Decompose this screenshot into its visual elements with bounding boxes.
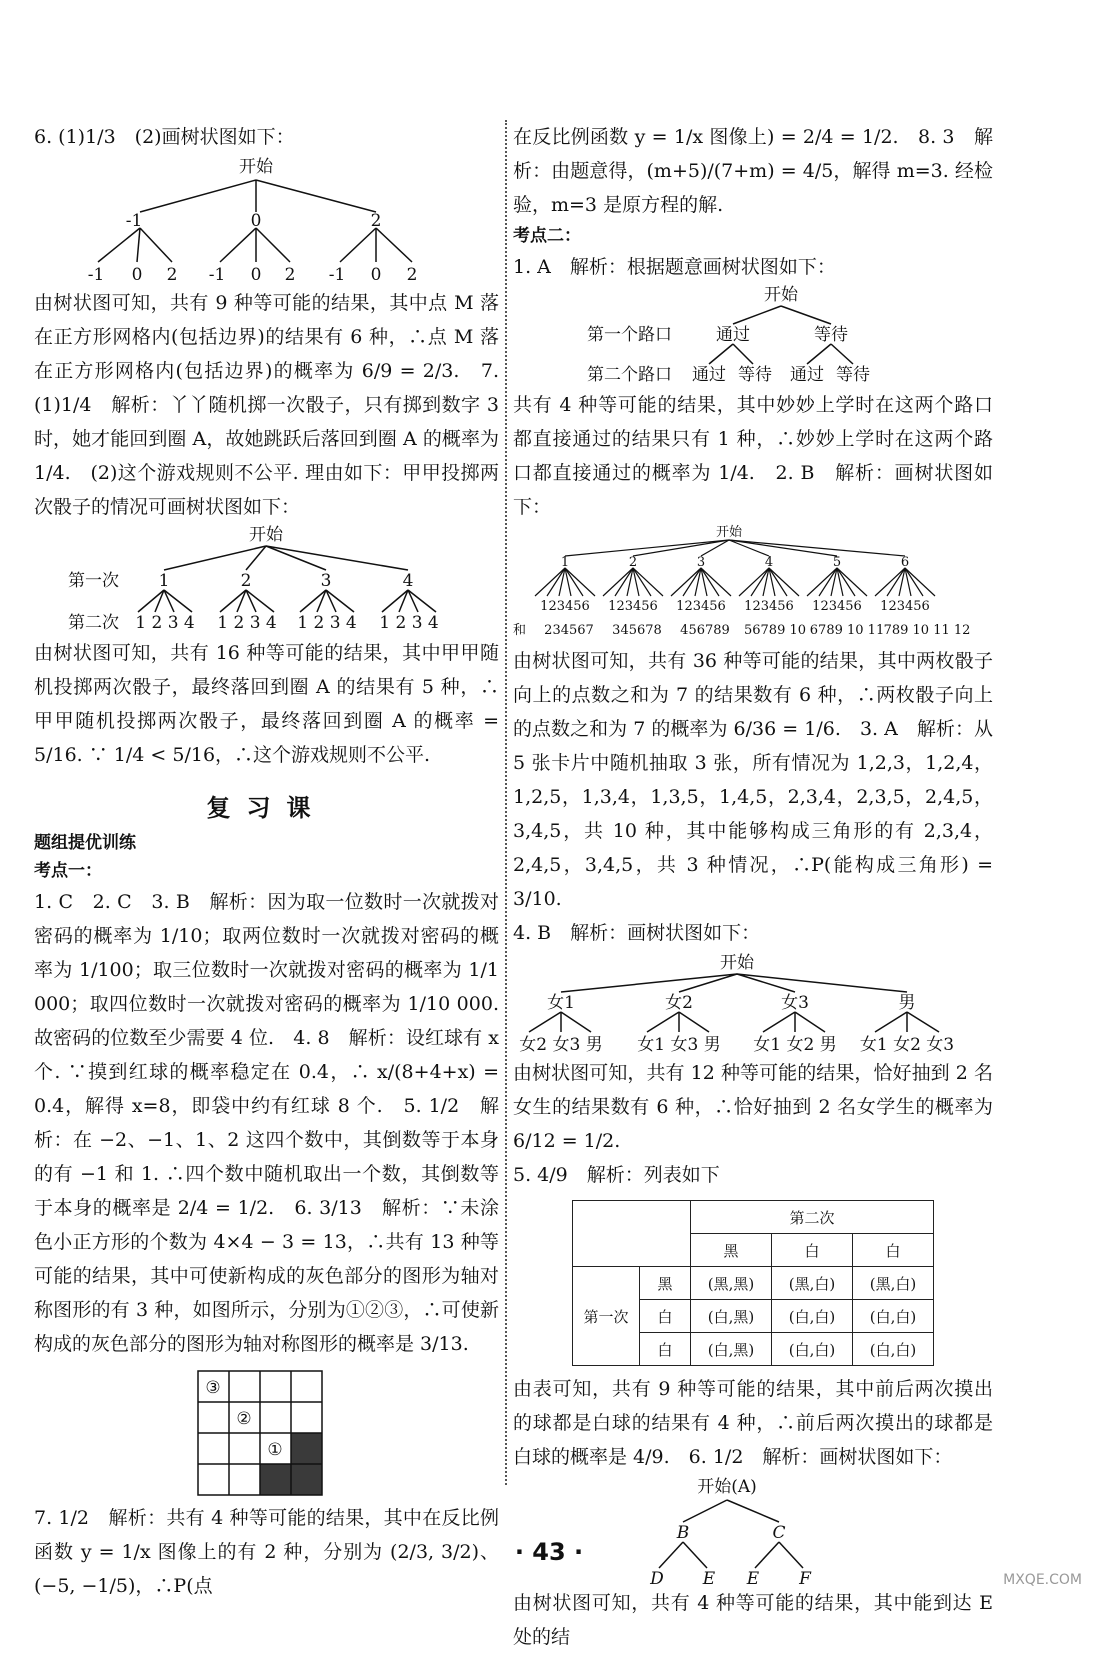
tree4-node: 5 (832, 555, 842, 570)
q6-heading: 6. (1)1/3 (2)画树状图如下： (34, 126, 295, 148)
tree5-node: 男 (898, 993, 916, 1013)
tree5-leaves: 女1 女2 女3 (859, 1035, 955, 1055)
left-paragraph-3: 1. C 2. C 3. B 解析：因为取一位数时一次就拨对密码的概率为 1/10；取两位数时一次就拨对密码的概率为 1/100；取三位数时一次就拨对密码的概率为 1/1 000；取四位数时一次就拨对密码的概率为 1/10 000. 故密码的位数至少需要 4 位. 4. 8 解析：设红球有 x 个. ∵摸到红球的概率稳定在 0.4，∴ x/(8+4+x) = 0.4，解得 x=8，即袋中约有红球 8 个. 5. 1/2 解析：在 −2、−1、1、2 这四个数中，其倒数等于本身的有 −1 和 1. ∴四个数中随机取出一个数，其倒数等于本身的概率是 2/4 = 1/2. 6. 3/13 解析：∵未涂色小正方形的个数为 4×4 − 3 = 13，∴共有 13 种等可能的结果，其中可使新构成的灰色部分的图形为轴对称图形的有 3 种，如图所示，分别为①②③，∴可使新构成的灰色部分的图形为轴对称图形的概率是 3/13. (34, 891, 499, 1355)
table-row-label: 黑 (640, 1267, 691, 1300)
tree4-sums: 345678 (612, 623, 662, 638)
tree4-node: 1 (560, 555, 570, 570)
left-paragraph-1: 由树状图可知，共有 9 种等可能的结果，其中点 M 落在正方形网格内(包括边界)的结果有 6 种，∴点 M 落在正方形网格内(包括边界)的概率为 6/9 = 2/3. 7. (1)1/4 解析：丫丫随机掷一次骰子，只有掷到数字 3 时，她才能回到圈 A，故她跳跃后落回到圈 A 的概率为 1/4. (2)这个游戏规则不公平. 理由如下：甲甲投掷两次骰子的情况可画树状图如下： (34, 292, 499, 518)
tree3-node: 通过 (716, 325, 750, 345)
tree2-node: 1 (158, 571, 170, 591)
tree1-leaf: -1 (208, 265, 226, 285)
left-paragraph-4: 7. 1/2 解析：共有 4 种等可能的结果，其中在反比例函数 y = 1/x 图像上的有 2 种，分别为 (2/3, 3/2)、(−5, −1/5)，∴P(点 (34, 1507, 499, 1597)
right-paragraph-8: 由表可知，共有 9 种等可能的结果，其中前后两次摸出的球都是白球的结果有 4 种，∴前后两次摸出的球都是白球的概率是 4/9. 6. 1/2 解析：画树状图如下： (513, 1378, 993, 1468)
tree5-root: 开始 (720, 953, 754, 973)
tree2-leaves: 1 2 3 4 (297, 613, 357, 633)
table-second-header: 第二次 (691, 1201, 934, 1234)
right-paragraph-3: 共有 4 种等可能的结果，其中妙妙上学时在这两个路口都直接通过的结果只有 1 种，∴妙妙上学时在这两个路口都直接通过的概率为 1/4. 2. B 解析：画树状图如下： (513, 394, 993, 518)
tree3-leaf: 通过 (790, 365, 824, 385)
table-corner (573, 1201, 691, 1267)
right-paragraph-5: 4. B 解析：画树状图如下： (513, 922, 761, 944)
tree4-leaves: 123456 (540, 599, 590, 614)
page-number: · 43 · (514, 1538, 584, 1566)
tree-diagram-4 (513, 524, 993, 644)
tree4-sum-label: 和 (513, 623, 527, 638)
tree4-node: 6 (900, 555, 910, 570)
grid-mark-2: ② (236, 1409, 252, 1429)
table-cell: (白,黑) (691, 1333, 772, 1366)
right-paragraph-2: 1. A 解析：根据题意画树状图如下： (513, 256, 836, 278)
tree5-node: 女3 (781, 993, 809, 1013)
table-row (573, 1267, 934, 1300)
tree5-node: 女2 (665, 993, 693, 1013)
probability-table (572, 1200, 934, 1366)
tree4-leaves: 123456 (744, 599, 794, 614)
tree3-leaf: 等待 (836, 365, 870, 385)
tree3-leaf: 等待 (738, 365, 772, 385)
tree4-node: 4 (764, 555, 774, 570)
table-first-label: 第一次 (573, 1267, 640, 1366)
tree6-leaf: E (702, 1569, 716, 1586)
tree2-leaves: 1 2 3 4 (379, 613, 439, 633)
tree2-root: 开始 (249, 525, 283, 545)
tree4-node: 3 (696, 555, 706, 570)
tree1-leaf: -1 (328, 265, 346, 285)
table-cell: (白,白) (772, 1333, 853, 1366)
left-column (34, 120, 499, 1603)
tree1-leaf: 2 (406, 265, 418, 285)
tree4-sums: 56789 10 (743, 623, 807, 638)
tree2-row2-label: 第二次 (68, 613, 119, 633)
tree1-node: 2 (370, 211, 382, 231)
right-column (513, 120, 993, 1654)
table-cell: (白,白) (853, 1300, 934, 1333)
table-cell: (黑,白) (853, 1267, 934, 1300)
tree2-leaves: 1 2 3 4 (135, 613, 195, 633)
tree3-row1-label: 第一个路口 (587, 325, 672, 345)
tree6-leaf: F (799, 1569, 811, 1586)
tree4-leaves: 123456 (812, 599, 862, 614)
tree2-node: 2 (240, 571, 252, 591)
tree2-leaves: 1 2 3 4 (217, 613, 277, 633)
column-divider (505, 120, 507, 1485)
tree1-leaf: 0 (131, 265, 143, 285)
table-cell: (白,白) (853, 1333, 934, 1366)
tree1-node: -1 (125, 211, 143, 231)
point-2-label: 考点二： (513, 226, 581, 246)
right-paragraph-4: 由树状图可知，共有 36 种等可能的结果，其中两枚骰子向上的点数之和为 7 的结果数有 6 种，∴两枚骰子向上的点数之和为 7 的概率为 6/36 = 1/6. 3. A 解析：从 5 张卡片中随机抽取 3 张，所有情况为 1,2,3，1,2,4，1,2,5，1,3,4，1,3,5，1,4,5，2,3,4，2,3,5，2,4,5，3,4,5，共 10 种，其中能够构成三角形的有 2,3,4，2,4,5，3,4,5，共 3 种情况，∴P(能构成三角形) = 3/10. (513, 650, 993, 910)
table-header: 白 (853, 1234, 934, 1267)
tree2-row1-label: 第一次 (68, 571, 119, 591)
tree5-leaves: 女2 女3 男 (519, 1035, 603, 1055)
table-cell: (黑,黑) (691, 1267, 772, 1300)
tree4-leaves: 123456 (880, 599, 930, 614)
tree4-root: 开始 (715, 525, 743, 540)
tree6-leaf: D (650, 1569, 664, 1586)
left-paragraph-2: 由树状图可知，共有 16 种等可能的结果，其中甲甲随机投掷两次骰子，最终落回到圈 A 的结果有 5 种，∴甲甲随机投掷两次骰子，最终落回到圈 A 的概率 = 5/16. ∵ 1/4 < 5/16，∴这个游戏规则不公平. (34, 642, 499, 766)
tree6-node: C (772, 1523, 786, 1543)
tree5-leaves: 女1 女3 男 (637, 1035, 721, 1055)
tree3-root: 开始 (764, 285, 798, 305)
tree1-leaf: -1 (87, 265, 105, 285)
tree1-leaf: 2 (166, 265, 178, 285)
tree3-row2-label: 第二个路口 (587, 365, 672, 385)
point-1-label: 考点一： (34, 861, 102, 881)
square-grid-figure (34, 1361, 499, 1501)
tree-diagram-2 (34, 524, 499, 636)
tree3-node: 等待 (814, 325, 848, 345)
table-row-label: 白 (640, 1333, 691, 1366)
tree4-node: 2 (628, 555, 638, 570)
tree3-leaf: 通过 (692, 365, 726, 385)
tree-diagram-3 (513, 284, 993, 388)
watermark-logo: MXQE.COM (1003, 1572, 1082, 1588)
tree4-leaves: 123456 (608, 599, 658, 614)
tree4-sums: 234567 (544, 623, 594, 638)
right-paragraph-7: 5. 4/9 解析：列表如下 (513, 1164, 720, 1186)
right-paragraph-9: 由树状图可知，共有 4 种等可能的结果，其中能到达 E 处的结 (513, 1592, 993, 1648)
table-row-label: 白 (640, 1300, 691, 1333)
tree6-root: 开始(A) (697, 1477, 757, 1497)
training-title: 题组提优训练 (34, 833, 136, 853)
shaded-region (260, 1464, 291, 1495)
table-cell: (黑,白) (772, 1267, 853, 1300)
table-header: 白 (772, 1234, 853, 1267)
tree6-node: B (676, 1523, 690, 1543)
tree1-node: 0 (250, 211, 262, 231)
tree1-leaf: 2 (284, 265, 296, 285)
tree-diagram-6 (513, 1474, 993, 1586)
tree2-node: 3 (320, 571, 332, 591)
tree4-sums: 6789 10 11 (809, 623, 885, 638)
tree-diagram-1 (34, 154, 499, 286)
grid-mark-3: ③ (205, 1378, 221, 1398)
tree2-node: 4 (402, 571, 414, 591)
tree-diagram-5 (513, 950, 993, 1056)
tree4-sums: 789 10 11 12 (883, 623, 971, 638)
tree5-leaves: 女1 女2 男 (753, 1035, 837, 1055)
right-paragraph-1: 在反比例函数 y = 1/x 图像上) = 2/4 = 1/2. 8. 3 解析：由题意得，(m+5)/(7+m) = 4/5，解得 m=3. 经检验，m=3 是原方程的解. (513, 126, 993, 216)
tree1-leaf: 0 (370, 265, 382, 285)
tree1-root: 开始 (239, 157, 273, 177)
grid-mark-1: ① (267, 1440, 283, 1460)
tree4-sums: 456789 (680, 623, 730, 638)
tree4-leaves: 123456 (676, 599, 726, 614)
table-cell: (白,白) (772, 1300, 853, 1333)
table-header: 黑 (691, 1234, 772, 1267)
table-cell: (白,黑) (691, 1300, 772, 1333)
tree1-leaf: 0 (250, 265, 262, 285)
tree6-leaf: E (746, 1569, 760, 1586)
tree5-node: 女1 (547, 993, 575, 1013)
right-paragraph-6: 由树状图可知，共有 12 种等可能的结果，恰好抽到 2 名女生的结果数有 6 种，∴恰好抽到 2 名女学生的概率为 6/12 = 1/2. (513, 1062, 993, 1152)
review-section-title: 复习课 (206, 794, 327, 822)
